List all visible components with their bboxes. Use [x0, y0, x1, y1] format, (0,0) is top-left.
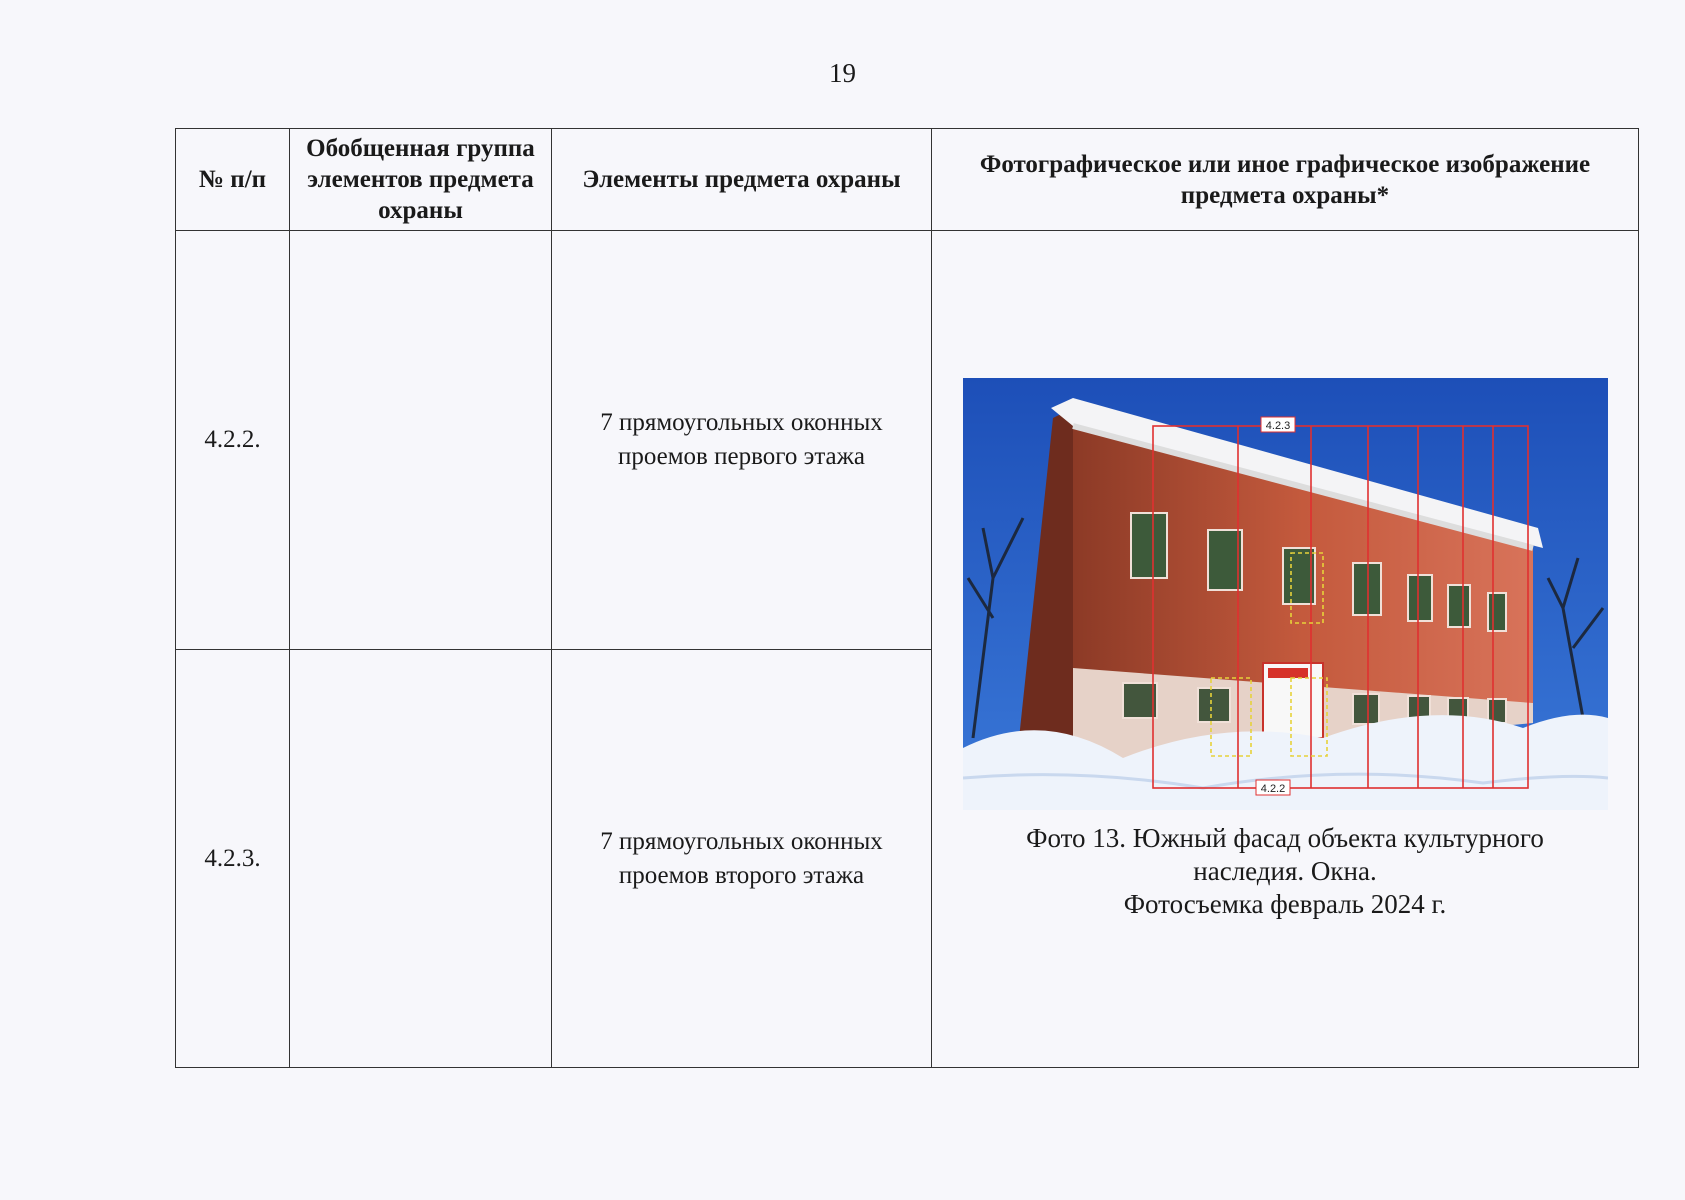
photo-block: [963, 378, 1608, 921]
row-group: [290, 650, 552, 1068]
photo-label-lower: 4.2.2: [1260, 782, 1285, 795]
photo-caption: [963, 822, 1608, 921]
table-row: [176, 231, 1639, 650]
header-group: Обобщенная группа элементов предмета охраны: [290, 129, 552, 231]
header-elements: Элементы предмета охраны: [552, 129, 932, 231]
caption-line: наследия. Окна.: [1193, 855, 1377, 886]
row-number: 4.2.3.: [176, 650, 290, 1068]
caption-line: Фотосъемка февраль 2024 г.: [1123, 888, 1447, 919]
row-number: 4.2.2.: [176, 231, 290, 650]
row-element: [552, 231, 932, 650]
facade-photo: [963, 378, 1608, 810]
row-element-text: 7 прямоугольных оконных проемов второго этажа: [600, 827, 883, 889]
protection-table: [175, 128, 1639, 1068]
table-header-row: [176, 129, 1639, 231]
row-group: [290, 231, 552, 650]
photo-label-upper: 4.2.3: [1265, 419, 1290, 432]
row-element-text: 7 прямоугольных оконных проемов первого этажа: [600, 409, 883, 470]
header-number: № п/п: [176, 129, 290, 231]
caption-line: Фото 13. Южный фасад объекта культурного: [1026, 822, 1544, 853]
page-number: 19: [829, 58, 856, 88]
header-image: Фотографическое или иное графическое изображение предмета охраны*: [932, 129, 1639, 231]
photo-cell: [932, 231, 1639, 1068]
row-element: [552, 650, 932, 1068]
